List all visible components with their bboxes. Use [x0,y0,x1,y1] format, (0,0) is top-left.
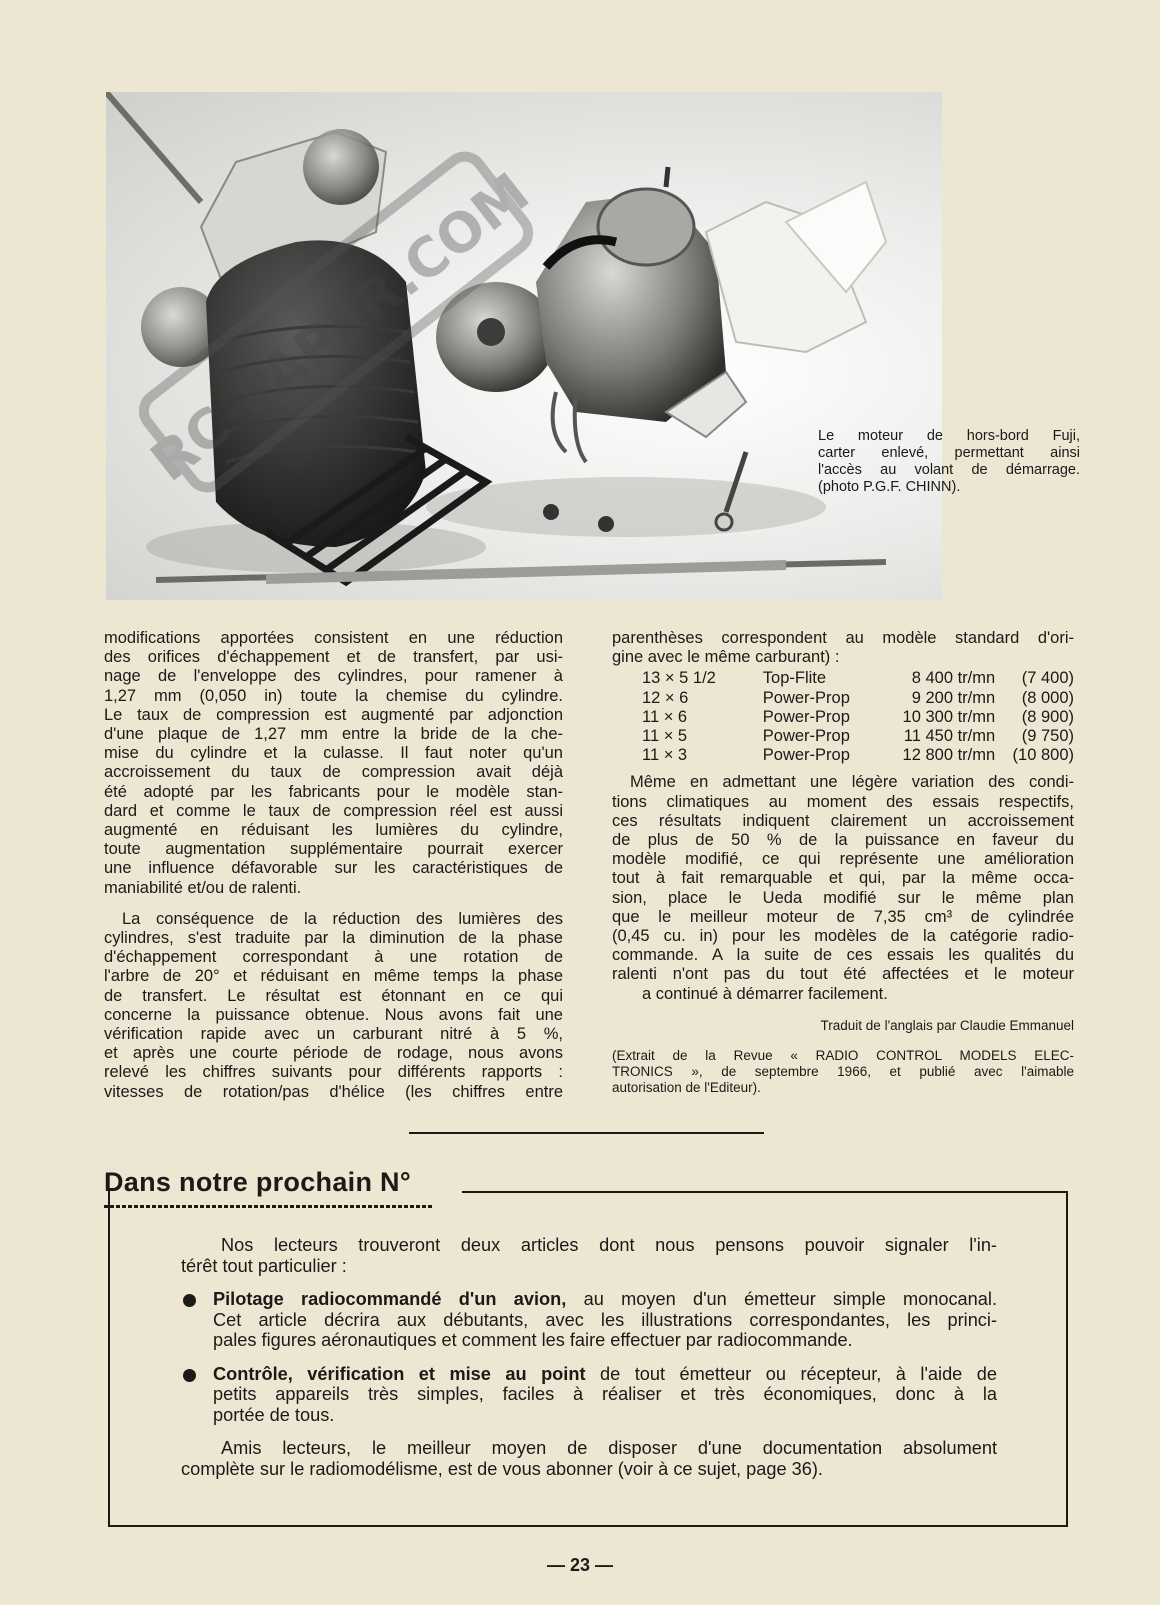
rpm-cell-standard: (10 800) [1012,746,1074,765]
rpm-table-row [642,727,1074,746]
rpm-cell-standard: (8 000) [1021,688,1074,707]
translator-credit: Traduit de l'anglais par Claudie Emmanuel [820,1017,1074,1033]
engine-photo [106,92,942,600]
rpm-cell-prop: Power-Prop [762,688,850,707]
rpm-table-row [642,746,1074,765]
next-issue-item-controle: Contrôle, vérification et mise au point de tout émetteur ou récepteur, à l'aide de petits appareils très simples, faciles à réaliser et très économiques, donc à la portée de tous. [181,1364,997,1426]
rpm-cell-prop: Power-Prop [762,727,850,746]
rpm-cell-modified: 11 450 tr/mn [903,727,996,746]
rpm-table-row [642,669,1074,688]
rpm-cell-standard: (9 750) [1021,727,1074,746]
left-column [104,629,563,1102]
svg-text:RC-PAPER.COM: RC-PAPER.COM [139,160,541,494]
rpm-cell-prop: Power-Prop [762,746,850,765]
paragraph-results: Même en admettant une légère variation des condi- tions climatiques au moment des essais respectifs, ces résultats indiquent clairement un accroissement de plus de 50 % de la puissance en faveur du modèle modifié, ce qui représente une amélioration tout à fait remarquable et qui, par la même occa- sion, place le Ueda modifié sur le même plan que le meilleur moteur de 7,35 cm³ de cylindrée (0,45 cu. in) pour les modèles de la catégorie radio- commande. A la suite de ces essais les qualités du ralenti n'ont pas du tout été affectées et le moteur a continué à démarrer facilement. [612,773,1074,1003]
next-issue-closing: Amis lecteurs, le meilleur moyen de disposer d'une documentation absolument complète sur le radiomodélisme, est de vous abonner (voir à ce sujet, page 36). [181,1438,997,1479]
rpm-cell-size: 12 × 6 [642,688,689,707]
next-issue-item-pilotage: Pilotage radiocommandé d'un avion, au moyen d'un émetteur simple monocanal. Cet article décrira aux débutants, avec les illustrations correspondantes, les princi- pales figures aéronautiques et comment les faire effectuer par radiocommande. [181,1289,997,1351]
section-divider [409,1132,764,1134]
rpm-cell-modified: 12 800 tr/mn [902,746,996,765]
next-issue-content [181,1235,997,1479]
rpm-cell-size: 11 × 5 [642,727,688,746]
rpm-cell-size: 11 × 3 [642,746,688,765]
paragraph-modifications: modifications apportées consistent en une réduction des orifices d'échappement et de transfert, par usi- nage de l'enveloppe des cylindres, pour ramener à 1,27 mm (0,050 in) toute la chemise du cylindre. Le taux de compression est augmenté par adjonction d'une plaque de 1,27 mm entre la bride de la che- mise du cylindre et la culasse. Il faut noter qu'un accroissement du taux de compression avait déjà été adopté par les fabricants pour le modèle stan- dard et comme le taux de compression réel est aussi augmenté en réduisant les lumières du cylindre, toute augmentation supplémentaire pourrait exercer une influence défavorable sur les caractéristiques de maniabilité et/ou de ralenti. [104,629,563,897]
rpm-table-row [642,708,1074,727]
source-note: (Extrait de la Revue « RADIO CONTROL MODELS ELEC- TRONICS », de septembre 1966, et publié avec l'aimable autorisation de l'Editeur). [612,1047,1074,1095]
bullet-icon [183,1294,196,1307]
next-issue-title: Dans notre prochain N° [104,1167,411,1197]
bullet-icon [183,1369,196,1382]
rpm-cell-prop: Top-Flite [762,669,827,688]
rpm-cell-standard: (7 400) [1021,669,1074,688]
photo-caption: Le moteur de hors-bord Fuji, carter enlevé, permettant ainsi l'accès au volant de démarrage. (photo P.G.F. CHINN). [818,428,1080,495]
rpm-cell-modified: 9 200 tr/mn [911,688,996,707]
rpm-cell-size: 13 × 5 1/2 [642,669,716,688]
rpm-cell-modified: 10 300 tr/mn [902,707,996,726]
rpm-cell-prop: Power-Prop [762,707,850,726]
paragraph-consequence: La conséquence de la réduction des lumières des cylindres, s'est traduite par la diminution de la phase d'échappement correspondant à une rotation de l'arbre de 20° et réduisant en même temps la phase de transfert. Le résultat est étonnant en ce qui concerne la puissance obtenue. Nous avons fait une vérification rapide avec un carburant nitré à 5 %, et après une courte période de rodage, nous avons relevé les chiffres suivants pour différents rapports : vitesses de rotation/pas d'hélice (les chiffres entre [104,909,563,1101]
rpm-table-row [642,689,1074,708]
rpm-cell-standard: (8 900) [1021,707,1074,726]
rpm-cell-size: 11 × 6 [642,707,688,726]
next-issue-intro: Nos lecteurs trouveront deux articles dont nous pensons pouvoir signaler l'in- térêt tout particulier : [181,1235,997,1276]
watermark-stamp [106,92,942,600]
right-column: parenthèses correspondent au modèle standard d'ori- gine avec le même carburant) : 13 × 5 1/2 Top-Flite 8 400 tr/mn (7 400) 12 × 6 Power-Prop 9 200 tr/mn (8 000) 11 × 6 Power-Prop 10 300 tr/mn (8 900) 11 × 5 Power-Prop 11 450 tr/mn (9 750) 11 × 3 Power-Prop 12 800 tr/mn (10 800) Même en admettant une légère variation des condi- tions climatiques au moment des essais respectifs, ces résultats indiquent clairement un accroissement de plus de 50 % de la puissance en faveur du modèle modifié, ce qui représente une amélioration tout à fait remarquable et qui, par la même occa- sion, place le Ueda modifié sur le même plan que le meilleur moteur de 7,35 cm³ de cylindrée (0,45 cu. in) pour les modèles de la catégorie radio- commande. A la suite de ces essais les qualités du ralenti n'ont pas du tout été affectées et le moteur a continué à démarrer facilement. Traduit de l'anglais par Claudie Emmanuel (Extrait de la Revue « RADIO CONTROL MODELS ELEC- TRONICS », de septembre 1966, et publié avec l'aimable autorisation de l'Editeur). [612,629,1074,1095]
rpm-table [642,669,1074,765]
page-number: — 23 — [546,1555,614,1575]
rpm-cell-modified: 8 400 tr/mn [911,669,996,688]
